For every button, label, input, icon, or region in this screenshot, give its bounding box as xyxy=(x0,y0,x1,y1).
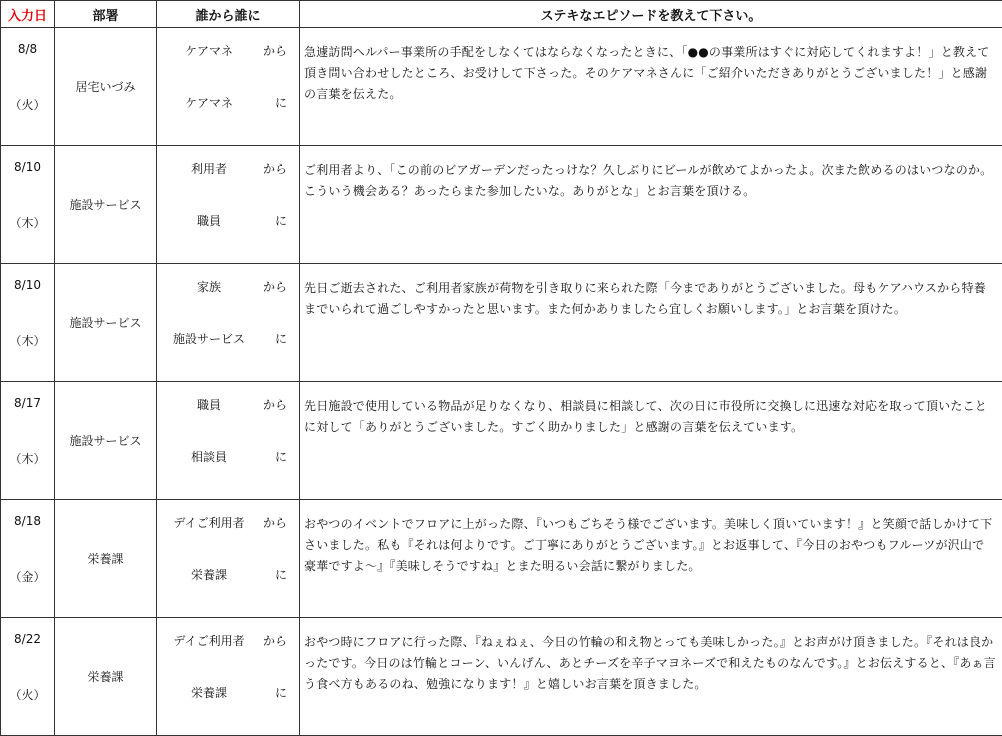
date-cell xyxy=(1,382,55,500)
episode-text: 急遽訪問ヘルパー事業所の手配をしなくてはならなくなったときに、「●●の事業所はすぐに対応してくれますよ！」と教えて頂き問い合わせしたところ、お受けして下さった。そのケアマネさんに「ご紹介いただきありがとうございました！」と感謝の言葉を伝えた。 xyxy=(300,28,1002,146)
episode-text: おやつ時にフロアに行った際、『ねぇねぇ、今日の竹輪の和え物とっても美味しかった。』とお声がけ頂きました。『それは良かったです。今日のは竹輪とコーン、いんげん、あとチーズを辛子マヨネーズで和えたものなんです。』とお伝えすると、『あぁ言う食べ方もあるのね、勉強になります！』と嬉しいお言葉を頂きました。 xyxy=(300,618,1002,736)
entry-date: 8/10 xyxy=(1,160,54,174)
episode-text: 先日施設で使用している物品が足りなくなり、相談員に相談して、次の日に市役所に交換しに迅速な対応を取って頂いたことに対して「ありがとうございました。すごく助かりました」と感謝の言葉を伝えています。 xyxy=(300,382,1002,500)
header-dept: 部署 xyxy=(55,1,157,28)
table-row xyxy=(1,28,1002,146)
header-date: 入力日 xyxy=(1,1,55,28)
who-cell xyxy=(157,146,300,264)
to-name: 相談員 xyxy=(169,448,249,465)
to-particle: に xyxy=(275,94,287,111)
date-cell xyxy=(1,146,55,264)
department: 施設サービス xyxy=(55,146,157,264)
from-name: デイご利用者 xyxy=(169,632,249,649)
department: 施設サービス xyxy=(55,382,157,500)
from-particle: から xyxy=(263,632,287,649)
entry-date: 8/8 xyxy=(1,42,54,56)
department: 栄養課 xyxy=(55,618,157,736)
to-particle: に xyxy=(275,330,287,347)
to-particle: に xyxy=(275,212,287,229)
who-cell xyxy=(157,264,300,382)
who-cell xyxy=(157,28,300,146)
day-of-week: （火） xyxy=(1,686,54,703)
table-row xyxy=(1,382,1002,500)
department: 栄養課 xyxy=(55,500,157,618)
to-name: 職員 xyxy=(169,212,249,229)
to-name: ケアマネ xyxy=(169,94,249,111)
to-particle: に xyxy=(275,684,287,701)
entry-date: 8/18 xyxy=(1,514,54,528)
who-cell xyxy=(157,382,300,500)
from-particle: から xyxy=(263,42,287,59)
to-name: 栄養課 xyxy=(169,566,249,583)
day-of-week: （木） xyxy=(1,332,54,349)
day-of-week: （木） xyxy=(1,450,54,467)
header-episode: ステキなエピソードを教えて下さい。 xyxy=(300,1,1002,28)
date-cell xyxy=(1,618,55,736)
table-row xyxy=(1,618,1002,736)
department: 施設サービス xyxy=(55,264,157,382)
to-name: 栄養課 xyxy=(169,684,249,701)
date-cell xyxy=(1,500,55,618)
day-of-week: （火） xyxy=(1,96,54,113)
who-cell xyxy=(157,500,300,618)
date-cell xyxy=(1,28,55,146)
from-particle: から xyxy=(263,278,287,295)
entry-date: 8/17 xyxy=(1,396,54,410)
from-name: デイご利用者 xyxy=(169,514,249,531)
table-row xyxy=(1,146,1002,264)
day-of-week: （木） xyxy=(1,214,54,231)
who-cell xyxy=(157,618,300,736)
header-row xyxy=(1,1,1002,28)
table-row xyxy=(1,264,1002,382)
from-name: ケアマネ xyxy=(169,42,249,59)
episode-text: ご利用者より、「この前のビアガーデンだったっけな？久しぶりにビールが飲めてよかったよ。次また飲めるのはいつなのか。こういう機会ある？あったらまた参加したいな。ありがとな」とお言葉を頂ける。 xyxy=(300,146,1002,264)
day-of-week: （金） xyxy=(1,568,54,585)
episode-text: 先日ご逝去された、ご利用者家族が荷物を引き取りに来られた際「今までありがとうございました。母もケアハウスから特養までいられて過ごしやすかったと思います。また何かありましたら宜しくお願いします。」とお言葉を頂けた。 xyxy=(300,264,1002,382)
header-who: 誰から誰に xyxy=(157,1,300,28)
from-particle: から xyxy=(263,396,287,413)
to-particle: に xyxy=(275,566,287,583)
episode-text: おやつのイベントでフロアに上がった際、『いつもごちそう様でございます。美味しく頂いています！』と笑顔で話しかけて下さいました。私も『それは何よりです。ご丁寧にありがとうございます。』とお返事して、『今日のおやつもフルーツが沢山で豪華ですよ～』『美味しそうですね』とまた明るい会話に繋がりました。 xyxy=(300,500,1002,618)
to-particle: に xyxy=(275,448,287,465)
from-particle: から xyxy=(263,160,287,177)
from-particle: から xyxy=(263,514,287,531)
department: 居宅いづみ xyxy=(55,28,157,146)
table-row xyxy=(1,500,1002,618)
from-name: 利用者 xyxy=(169,160,249,177)
entry-date: 8/22 xyxy=(1,632,54,646)
from-name: 家族 xyxy=(169,278,249,295)
date-cell xyxy=(1,264,55,382)
entry-date: 8/10 xyxy=(1,278,54,292)
from-name: 職員 xyxy=(169,396,249,413)
to-name: 施設サービス xyxy=(169,330,249,347)
